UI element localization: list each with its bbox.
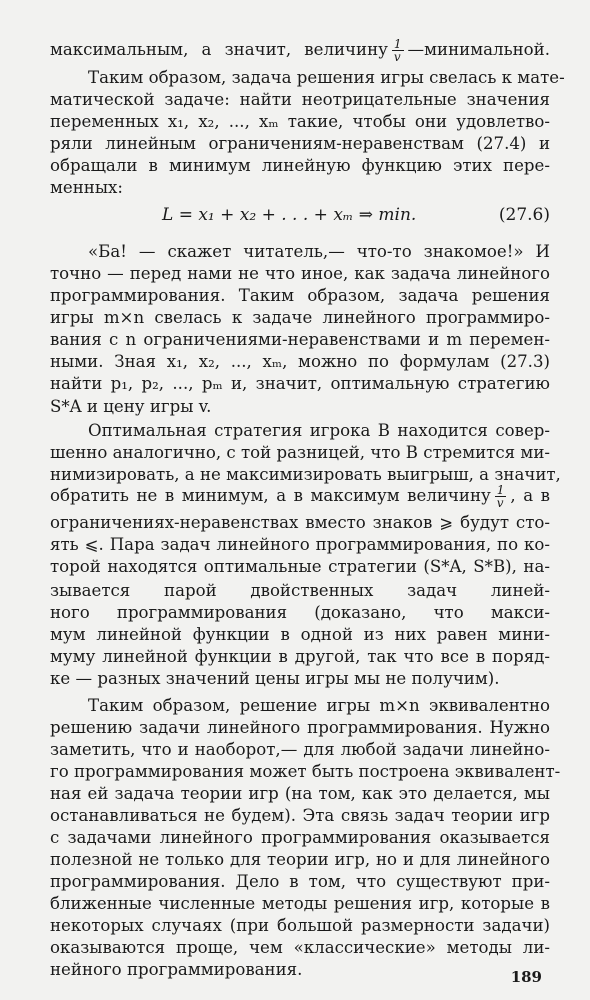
text-line: вания с n ограничениями-неравенствами и m перемен- [50, 330, 550, 349]
text-line: ближенные численные методы решения игр, которые в [50, 894, 550, 913]
text-line: нейного программирования. [50, 960, 303, 979]
formula-number: (27.6) [498, 205, 550, 225]
text-line: оказываются проще, чем «классические» методы ли- [50, 938, 550, 957]
text-line: муму линейной функции в другой, так что все в поряд- [50, 647, 550, 666]
text-line: программирования. Дело в том, что существуют при- [50, 872, 550, 891]
text-line: обратить не в минимум, а в максимум величину $\frac{1}{v}$ , а в [50, 483, 550, 510]
text-line: максимальным, а значит, величину $\frac{1}{v}$ —минимальной. [50, 37, 550, 64]
text-line: торой находятся оптимальные стратегии (S*A, S*B), на- [50, 557, 550, 576]
text-line: Оптимальная стратегия игрока B находится совер- [88, 421, 550, 440]
text-line: ять ⩽. Пара задач линейного программирования, по ко- [50, 535, 550, 554]
formula-expression: L = x₁ + x₂ + . . . + xₘ ⇒ min. [162, 205, 417, 225]
page-number: 189 [510, 968, 542, 986]
text-line: Таким образом, решение игры m×n эквивалентно [88, 696, 550, 715]
text-line: Таким образом, задача решения игры свелась к мате- [88, 68, 565, 87]
text-line: обращали в минимум линейную функцию этих пере- [50, 156, 550, 175]
fraction: $\frac{1}{v}$ [496, 483, 505, 510]
text-line: ными. Зная x₁, x₂, ..., xₘ, можно по формулам (27.3) [50, 352, 550, 371]
text-line: ного программирования (доказано, что макси- [50, 603, 550, 622]
text-line: программирования. Таким образом, задача решения [50, 286, 550, 305]
text-line: заметить, что и наоборот,— для любой задачи линейно- [50, 740, 550, 759]
text-line: ряли линейным ограничениям-неравенствам (27.4) и [50, 134, 550, 153]
text-line: го программирования может быть построена эквивалент- [50, 762, 561, 781]
text-line: останавливаться не будем). Эта связь задач теории игр [50, 806, 550, 825]
text-line: мум линейной функции в одной из них равен мини- [50, 625, 550, 644]
text-line: ная ей задача теории игр (на том, как это делается, мы [50, 784, 550, 803]
text-line: зывается парой двойственных задач линей- [50, 581, 550, 600]
text-line: с задачами линейного программирования оказывается [50, 828, 550, 847]
text-line: S*A и цену игры v. [50, 397, 212, 416]
text-line: шенно аналогично, с той разницей, что B стремится ми- [50, 443, 550, 462]
text-line: ограничениях-неравенствах вместо знаков ⩾ будут сто- [50, 513, 550, 532]
text-line: найти p₁, p₂, ..., pₘ и, значит, оптимальную стратегию [50, 374, 550, 393]
fraction: $\frac{1}{v}$ [393, 37, 402, 64]
text-line: точно — перед нами не что иное, как задача линейного [50, 264, 550, 283]
text-line: матической задаче: найти неотрицательные значения [50, 90, 550, 109]
text-line: «Ба! — скажет читатель,— что-то знакомое!» И [88, 242, 550, 261]
text-line: нимизировать, а не максимизировать выигрыш, а значит, [50, 465, 561, 484]
text-line: некоторых случаях (при большой размерности задачи) [50, 916, 550, 935]
text-line: полезной не только для теории игр, но и для линейного [50, 850, 550, 869]
text-line: игры m×n свелась к задаче линейного программиро- [50, 308, 550, 327]
text-line: переменных x₁, x₂, ..., xₘ такие, чтобы они удовлетво- [50, 112, 550, 131]
text-line: менных: [50, 178, 124, 197]
text-line: ке — разных значений цены игры мы не получим). [50, 669, 500, 688]
text-line: решению задачи линейного программирования. Нужно [50, 718, 550, 737]
